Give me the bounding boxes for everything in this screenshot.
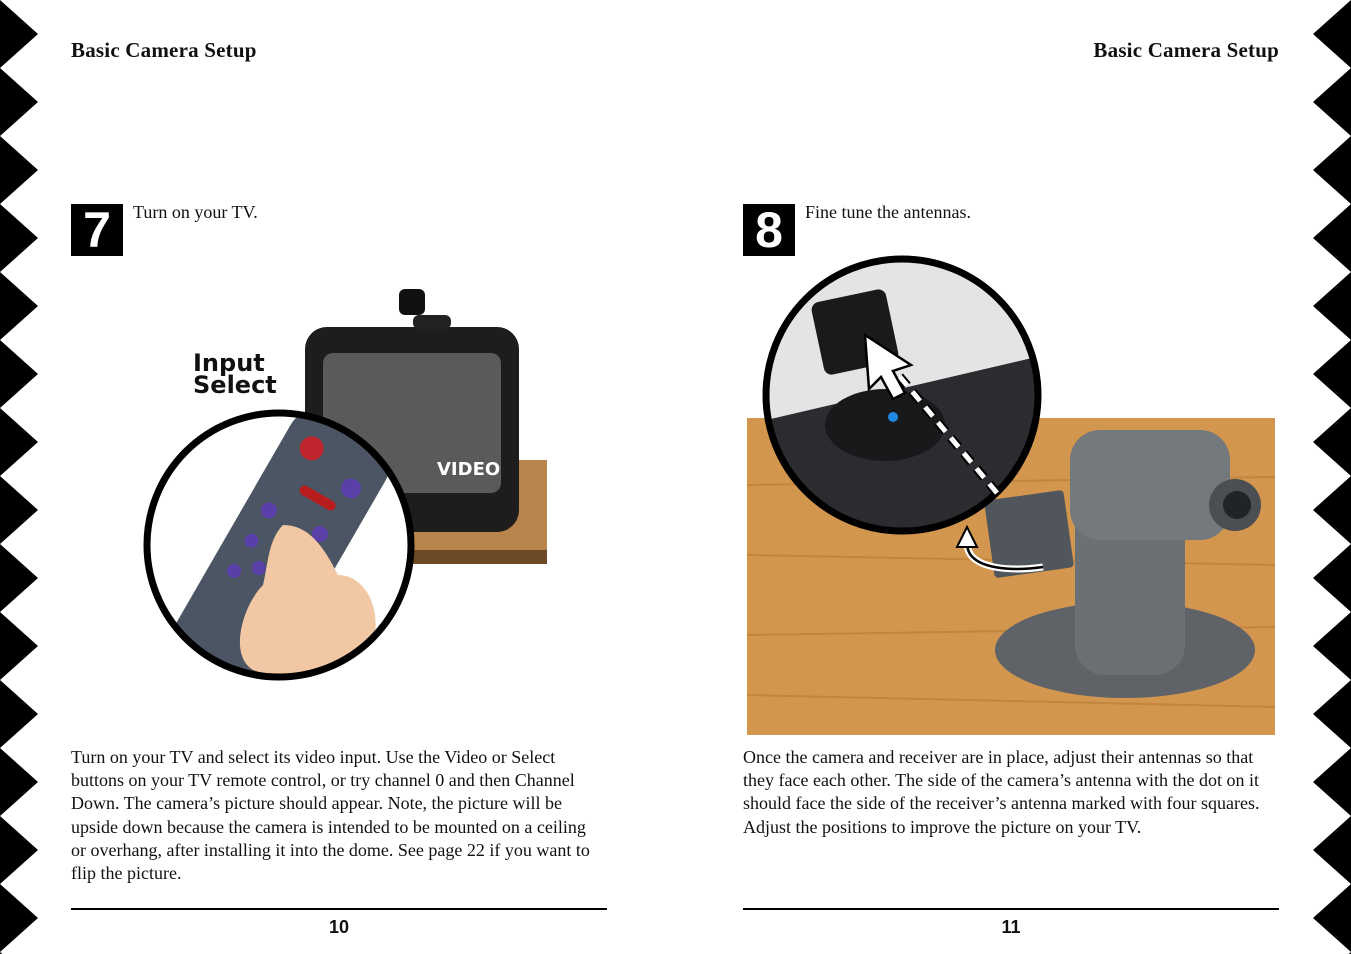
receiver-logo [888, 412, 898, 422]
step-caption: Fine tune the antennas. [805, 202, 971, 222]
running-header: Basic Camera Setup [71, 38, 257, 62]
receiver-base [825, 389, 945, 461]
camera-head [399, 289, 425, 315]
step-body-text: Once the camera and receiver are in place, adjust their antennas so that they face each other. The side of the camera’s antenna with the dot on it should face the side of the receiver’s antenna marked with four squares. Adjust the positions to improve the picture on your TV. [743, 747, 1260, 837]
step-body-text: Turn on your TV and select its video input. Use the Video or Select buttons on your TV remote control, or try channel 0 and then Channel Down. The camera’s picture should appear. Note, the picture will be upside down because the camera is intended to be mounted on a ceiling or overhang, after installing it into the dome. See page 22 if you want to flip the picture. [71, 747, 590, 884]
camera-head [1070, 430, 1230, 540]
camera-base [413, 315, 451, 329]
running-header: Basic Camera Setup [1093, 38, 1279, 62]
camera-lens-glass [1223, 491, 1251, 519]
antenna-adjust-photo [745, 255, 1279, 737]
page-11 [743, 0, 1279, 954]
step-number-badge: 8 [743, 204, 795, 256]
tv-remote-illustration [133, 275, 547, 695]
left-zigzag-border [0, 0, 40, 954]
callout-input: Input [193, 349, 265, 377]
right-zigzag-border [1311, 0, 1351, 954]
callout-select: Select [193, 371, 277, 399]
footer-rule [71, 908, 607, 910]
page-number: 10 [328, 917, 350, 937]
step-number-badge: 7 [71, 204, 123, 256]
page-number: 11 [1001, 917, 1021, 937]
tv-screen-label: VIDEO [437, 459, 501, 480]
step-caption: Turn on your TV. [133, 202, 258, 222]
page-10 [71, 0, 607, 954]
footer-rule [743, 908, 1279, 910]
table-edge [413, 550, 547, 564]
